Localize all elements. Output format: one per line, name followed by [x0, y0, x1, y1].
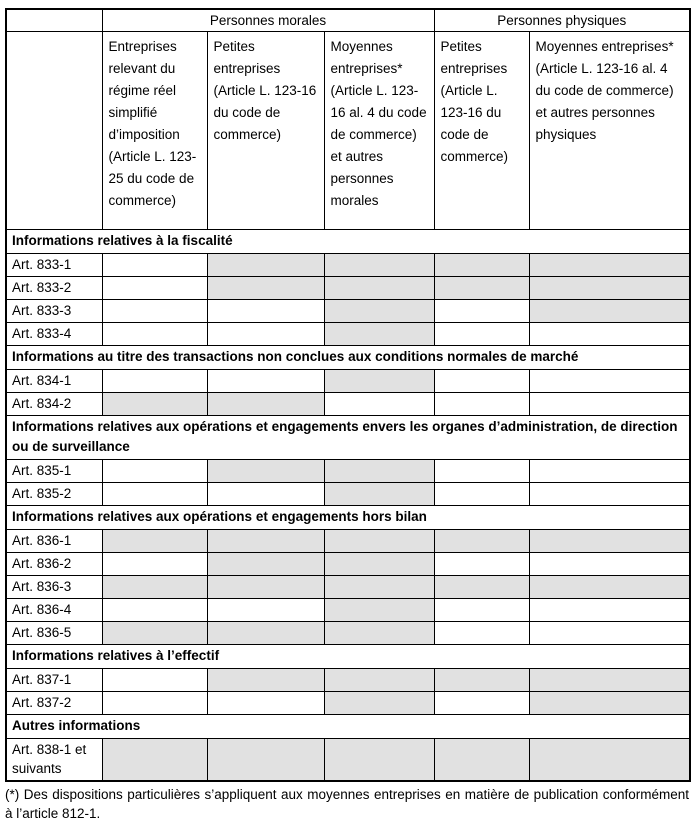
article-row [6, 553, 690, 576]
empty-cell [529, 483, 690, 506]
empty-cell [434, 460, 529, 483]
empty-cell [529, 370, 690, 393]
shaded-cell [324, 254, 434, 277]
shaded-cell [324, 599, 434, 622]
section-header-row [6, 715, 690, 739]
group-header-personnes-morales: Personnes morales [102, 9, 434, 32]
article-row-label: Art. 836-1 [6, 530, 102, 553]
column-header-row [6, 32, 690, 230]
shaded-cell [324, 300, 434, 323]
shaded-cell [324, 530, 434, 553]
section-header-row [6, 230, 690, 254]
article-row-label: Art. 833-2 [6, 277, 102, 300]
empty-cell [102, 254, 207, 277]
shaded-cell [529, 254, 690, 277]
shaded-cell [324, 692, 434, 715]
shaded-cell [324, 553, 434, 576]
row-label-header-empty-cell [6, 32, 102, 230]
table-body [6, 230, 690, 782]
shaded-cell [207, 530, 324, 553]
shaded-cell [207, 739, 324, 782]
empty-cell [434, 622, 529, 645]
article-row [6, 277, 690, 300]
shaded-cell [207, 576, 324, 599]
column-header-petites-entreprises-morales: Petites entreprises (Article L. 123-16 du code de commerce) [207, 32, 324, 230]
empty-cell [102, 323, 207, 346]
article-row [6, 530, 690, 553]
shaded-cell [434, 669, 529, 692]
empty-cell [324, 393, 434, 416]
article-row-label: Art. 837-2 [6, 692, 102, 715]
section-header-row [6, 645, 690, 669]
article-row-label: Art. 838-1 et suivants [6, 739, 102, 782]
article-row [6, 739, 690, 782]
shaded-cell [207, 393, 324, 416]
shaded-cell [434, 277, 529, 300]
section-title: Informations au titre des transactions non conclues aux conditions normales de marché [6, 346, 690, 370]
shaded-cell [324, 669, 434, 692]
article-row-label: Art. 836-2 [6, 553, 102, 576]
empty-cell [529, 393, 690, 416]
empty-cell [102, 483, 207, 506]
article-row [6, 323, 690, 346]
article-row-label: Art. 837-1 [6, 669, 102, 692]
shaded-cell [529, 530, 690, 553]
article-row-label: Art. 835-1 [6, 460, 102, 483]
article-row [6, 669, 690, 692]
footnote: (*) Des dispositions particulières s’appliquent aux moyennes entreprises en matière de publication conformément à l’article 812-1. [5, 787, 689, 821]
article-row-label: Art. 834-2 [6, 393, 102, 416]
section-title: Informations relatives aux opérations et engagements hors bilan [6, 506, 690, 530]
shaded-cell [434, 739, 529, 782]
article-row-label: Art. 833-3 [6, 300, 102, 323]
empty-cell [102, 692, 207, 715]
article-row [6, 692, 690, 715]
corner-empty-cell [6, 9, 102, 32]
section-header-row [6, 506, 690, 530]
article-row [6, 460, 690, 483]
empty-cell [102, 599, 207, 622]
empty-cell [434, 393, 529, 416]
article-row [6, 370, 690, 393]
article-row-label: Art. 835-2 [6, 483, 102, 506]
section-title: Informations relatives à la fiscalité [6, 230, 690, 254]
section-header-row [6, 416, 690, 460]
empty-cell [207, 692, 324, 715]
empty-cell [102, 300, 207, 323]
shaded-cell [529, 277, 690, 300]
empty-cell [434, 692, 529, 715]
article-row [6, 300, 690, 323]
shaded-cell [324, 460, 434, 483]
empty-cell [102, 277, 207, 300]
empty-cell [529, 460, 690, 483]
shaded-cell [324, 277, 434, 300]
shaded-cell [529, 669, 690, 692]
empty-cell [207, 599, 324, 622]
empty-cell [102, 553, 207, 576]
article-row-label: Art. 836-5 [6, 622, 102, 645]
shaded-cell [434, 254, 529, 277]
shaded-cell [207, 553, 324, 576]
article-row-label: Art. 834-1 [6, 370, 102, 393]
group-header-row [6, 9, 690, 32]
article-row [6, 393, 690, 416]
section-title: Autres informations [6, 715, 690, 739]
shaded-cell [324, 622, 434, 645]
shaded-cell [102, 576, 207, 599]
shaded-cell [207, 277, 324, 300]
empty-cell [207, 483, 324, 506]
article-row-label: Art. 833-4 [6, 323, 102, 346]
empty-cell [434, 483, 529, 506]
empty-cell [529, 553, 690, 576]
article-row [6, 576, 690, 599]
shaded-cell [324, 576, 434, 599]
column-header-petites-entreprises-physiques: Petites entreprises (Article L. 123-16 du code de commerce) [434, 32, 529, 230]
group-header-personnes-physiques: Personnes physiques [434, 9, 690, 32]
shaded-cell [207, 622, 324, 645]
shaded-cell [529, 300, 690, 323]
shaded-cell [529, 739, 690, 782]
empty-cell [207, 323, 324, 346]
empty-cell [207, 370, 324, 393]
empty-cell [529, 599, 690, 622]
shaded-cell [102, 739, 207, 782]
empty-cell [529, 622, 690, 645]
shaded-cell [102, 530, 207, 553]
publication-obligations-table [5, 8, 691, 782]
empty-cell [434, 300, 529, 323]
shaded-cell [102, 393, 207, 416]
section-header-row [6, 346, 690, 370]
article-row [6, 483, 690, 506]
column-header-regime-reel-simplifie: Entreprises relevant du régime réel simplifié d’imposition (Article L. 123-25 du code de commerce) [102, 32, 207, 230]
shaded-cell [529, 576, 690, 599]
shaded-cell [207, 460, 324, 483]
shaded-cell [529, 692, 690, 715]
article-row [6, 599, 690, 622]
empty-cell [434, 370, 529, 393]
empty-cell [529, 323, 690, 346]
article-row [6, 254, 690, 277]
shaded-cell [324, 483, 434, 506]
shaded-cell [102, 622, 207, 645]
empty-cell [434, 323, 529, 346]
article-row-label: Art. 836-3 [6, 576, 102, 599]
empty-cell [102, 370, 207, 393]
shaded-cell [324, 739, 434, 782]
empty-cell [434, 553, 529, 576]
shaded-cell [207, 669, 324, 692]
empty-cell [434, 599, 529, 622]
shaded-cell [207, 254, 324, 277]
shaded-cell [324, 323, 434, 346]
article-row-label: Art. 836-4 [6, 599, 102, 622]
empty-cell [207, 300, 324, 323]
shaded-cell [434, 530, 529, 553]
article-row [6, 622, 690, 645]
section-title: Informations relatives à l’effectif [6, 645, 690, 669]
column-header-moyennes-entreprises-physiques: Moyennes entreprises* (Article L. 123-16 al. 4 du code de commerce) et autres personnes physiques [529, 32, 690, 230]
empty-cell [102, 669, 207, 692]
shaded-cell [434, 576, 529, 599]
section-title: Informations relatives aux opérations et engagements envers les organes d’administration, de direction ou de surveillance [6, 416, 690, 460]
article-row-label: Art. 833-1 [6, 254, 102, 277]
shaded-cell [324, 370, 434, 393]
column-header-moyennes-entreprises-morales: Moyennes entreprises* (Article L. 123-16 al. 4 du code de commerce) et autres personnes morales [324, 32, 434, 230]
empty-cell [102, 460, 207, 483]
